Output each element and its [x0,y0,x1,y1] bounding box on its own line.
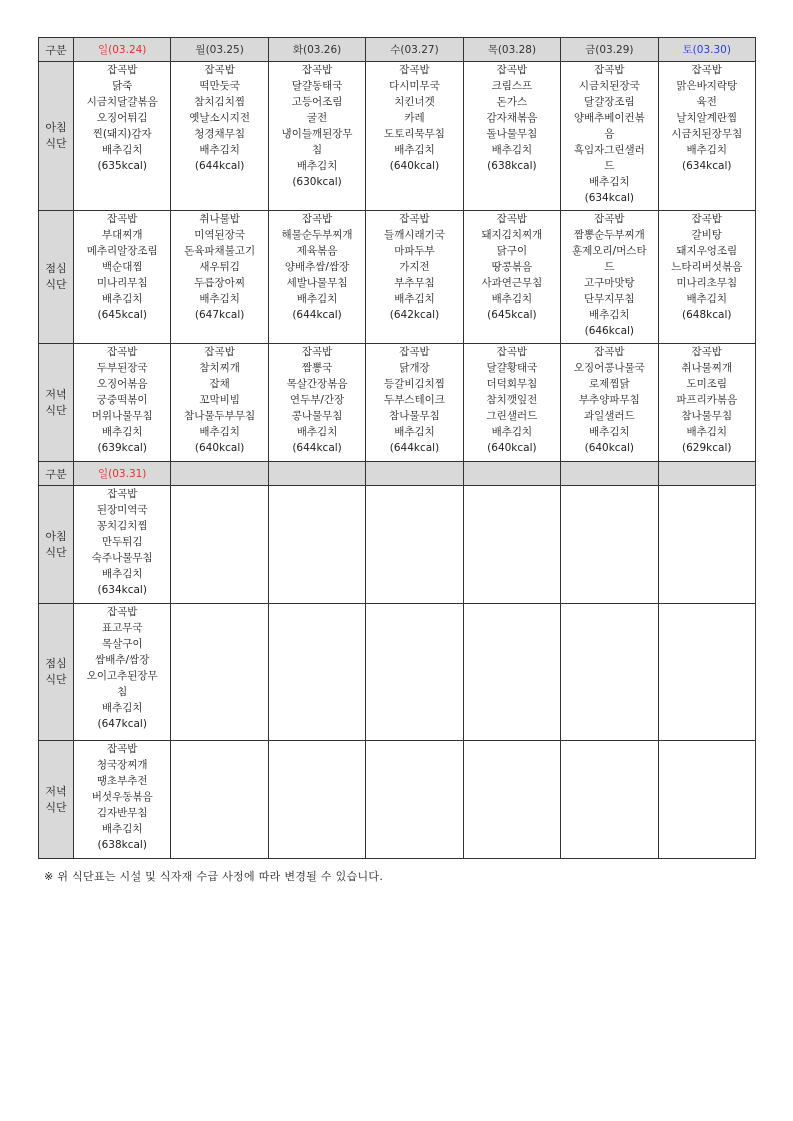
menu-cell [561,344,658,462]
menu-item: 굴전 [306,112,328,124]
menu-cell [561,486,658,604]
menu-item: 미나리초무침 [676,277,738,289]
header-label: 구분 [39,462,74,486]
menu-cell [74,62,171,211]
menu-item: 크림스프 [491,80,533,92]
menu-item: 잡곡밥 [301,64,333,76]
menu-item: (644kcal) [292,309,342,321]
menu-item: 잡곡밥 [106,213,138,225]
meal-label [39,604,74,741]
menu-item: 더덕회무침 [486,378,538,390]
meal-row [39,211,756,344]
menu-item: 돌나물무침 [486,128,538,140]
menu-item: 잡곡밥 [594,346,625,358]
menu-item: 잡곡밥 [691,213,722,225]
menu-item: 미역된장국 [194,229,245,241]
menu-item: 냉이들깨된장무 [281,128,353,140]
day-header [268,462,365,486]
menu-item: 달걀장조림 [583,96,635,108]
day-header-row [39,462,756,486]
meal-row [39,486,756,604]
menu-item: 단무지무침 [583,293,635,305]
menu-cell [658,486,755,604]
menu-item: 잡곡밥 [691,346,722,358]
menu-item: 배추김치 [101,426,143,438]
menu-item: 배추김치 [101,293,143,305]
day-header: 월(03.25) [171,38,268,62]
menu-item: (644kcal) [389,442,440,454]
day-header [366,462,463,486]
menu-item: 미나리무침 [96,277,148,289]
menu-item: 침 [117,686,128,698]
menu-cell [74,211,171,344]
menu-item: 숙주나물무침 [91,552,153,564]
menu-item: 두릅장아찌 [194,277,245,289]
menu-item: 잡곡밥 [496,213,528,225]
menu-item: 오징어튀김 [96,112,148,124]
meal-label-line: 저녁 [45,784,67,798]
menu-item: (634kcal) [584,192,635,204]
menu-cell [171,344,268,462]
menu-item: 부추무침 [394,277,435,289]
meal-label-line: 식단 [45,278,67,291]
menu-cell [171,211,268,344]
day-header: 금(03.29) [561,38,658,62]
menu-item: (638kcal) [97,839,147,851]
menu-item: 느타리버섯볶음 [671,261,743,273]
menu-item: 닭죽 [112,80,133,92]
menu-cell [268,211,365,344]
meal-label-line: 점심 [45,657,67,670]
menu-item: 참치찌개 [199,362,240,374]
meal-label-line: 식단 [45,545,67,559]
menu-item: 배추김치 [394,144,435,156]
menu-item: 시금치된장무침 [671,128,743,140]
menu-item: 쌈배추/쌈장 [95,654,150,666]
menu-item: 잡곡밥 [106,346,138,358]
meal-label-line: 아침 [45,529,67,543]
menu-cell [268,486,365,604]
weekly-meal-table [38,37,756,859]
day-header: 일(03.24) [74,38,171,62]
menu-item: 배추김치 [101,144,143,156]
meal-label [39,741,74,859]
menu-item: 배추김치 [589,176,630,188]
menu-item: 김자반무침 [96,807,148,819]
meal-label-line: 식단 [45,403,67,417]
menu-item: 땡초부추전 [96,775,148,787]
menu-item: 사과연근무침 [481,277,543,289]
menu-item: 돈육파채불고기 [184,245,256,257]
day-header: 수(03.27) [366,38,463,62]
menu-item: 잡곡밥 [301,346,333,358]
menu-cell [561,741,658,859]
menu-item: 치킨너겟 [394,96,435,108]
day-header [658,462,755,486]
menu-item: 메추리알장조림 [86,245,158,257]
menu-item: 오징어콩나물국 [573,362,645,374]
menu-item: 배추김치 [686,293,728,305]
menu-item: 오징어볶음 [96,378,148,390]
menu-item: 파프리카볶음 [676,394,738,406]
day-header: 목(03.28) [463,38,560,62]
menu-item: 배추김치 [101,823,143,835]
menu-item: (642kcal) [389,309,440,321]
menu-item: (647kcal) [97,718,147,730]
menu-item: (629kcal) [682,442,732,454]
menu-item: 배추김치 [686,144,728,156]
menu-cell [463,344,560,462]
menu-item: 육전 [696,96,717,108]
meal-row [39,741,756,859]
menu-item: 잡곡밥 [496,64,528,76]
menu-item: 잡곡밥 [399,346,430,358]
menu-item: 맑은바지락탕 [676,80,738,92]
menu-item: 배추김치 [491,144,533,156]
menu-item: 다시미무국 [389,80,440,92]
menu-item: 들깨시래기국 [384,229,445,241]
meal-label-line: 점심 [45,262,67,275]
menu-item: (634kcal) [97,584,147,596]
menu-item: 오이고추된장무 [86,670,158,682]
menu-item: 돈가스 [496,96,528,108]
menu-item: 제육볶음 [296,245,338,257]
menu-cell [658,344,755,462]
menu-item: 목살구이 [101,638,143,650]
menu-item: 훈제오리/머스타 [572,245,647,257]
menu-item: 배추김치 [686,426,728,438]
menu-cell [171,741,268,859]
menu-item: (630kcal) [292,176,342,188]
menu-item: 배추김치 [199,144,240,156]
menu-item: (640kcal) [487,442,537,454]
menu-item: 닭구이 [496,245,528,257]
menu-item: 돼지김치찌개 [481,229,543,241]
menu-item: (638kcal) [487,160,537,172]
menu-item: 짬뽕순두부찌개 [573,229,645,241]
menu-item: 갈비탕 [691,229,722,241]
menu-item: 잡곡밥 [106,488,138,500]
meal-row [39,344,756,462]
menu-item: 양배추베이컨볶 [573,112,645,124]
menu-item: 표고무국 [101,622,143,634]
day-header [561,462,658,486]
menu-cell [268,604,365,741]
menu-item: 궁중떡볶이 [96,394,148,406]
menu-cell [74,486,171,604]
menu-item: 양배추쌈/쌈장 [284,261,350,273]
menu-item: 참나물무침 [389,410,440,422]
meal-row [39,62,756,211]
menu-item: 잡곡밥 [204,346,235,358]
menu-item: 취나물밥 [199,213,240,225]
menu-item: 잡곡밥 [399,64,430,76]
menu-item: 찐(돼지)감자 [92,128,152,140]
menu-cell [463,486,560,604]
menu-item: (640kcal) [389,160,440,172]
menu-item: (640kcal) [584,442,635,454]
menu-cell [366,344,463,462]
menu-item: (647kcal) [194,309,245,321]
menu-item: 잡곡밥 [301,213,333,225]
menu-item: 세발나물무침 [286,277,348,289]
meal-row [39,604,756,741]
menu-item: 머위나물무침 [91,410,153,422]
meal-label [39,344,74,462]
menu-cell [268,62,365,211]
menu-cell [658,211,755,344]
menu-cell [561,211,658,344]
menu-item: (645kcal) [487,309,537,321]
meal-label-line: 아침 [45,121,67,134]
menu-item: 가지전 [399,261,430,273]
menu-item: 배추김치 [491,293,533,305]
menu-item: 배추김치 [589,309,630,321]
menu-cell [366,604,463,741]
menu-cell [561,62,658,211]
menu-item: 잡곡밥 [204,64,235,76]
menu-item: 배추김치 [101,702,143,714]
menu-item: (648kcal) [682,309,732,321]
menu-item: 흑임자그린샐러 [573,144,645,156]
menu-item: 땅콩볶음 [491,261,533,273]
menu-item: 배추김치 [296,293,338,305]
meal-label-line: 저녁 [45,387,67,401]
menu-item: 잡곡밥 [594,64,625,76]
menu-item: 떡만둣국 [199,80,240,92]
menu-item: (644kcal) [194,160,245,172]
menu-item: 만두튀김 [101,536,143,548]
menu-cell [463,62,560,211]
menu-item: 목살간장볶음 [286,378,348,390]
menu-item: 로제찜닭 [589,378,630,390]
menu-item: 침 [311,144,323,156]
menu-item: (644kcal) [292,442,342,454]
menu-item: 감자채볶음 [486,112,538,124]
menu-item: 짬뽕국 [301,362,333,374]
menu-item: 꽁치김치찜 [96,520,148,532]
menu-cell [74,604,171,741]
meal-label-line: 식단 [45,137,67,150]
menu-cell [658,741,755,859]
menu-cell [268,741,365,859]
menu-item: 카레 [404,112,425,124]
menu-item: 마파두부 [394,245,435,257]
menu-item: 날치알계란찜 [676,112,738,124]
day-header: 화(03.26) [268,38,365,62]
meal-label-line: 식단 [45,800,67,814]
menu-item: 드 [604,160,615,172]
menu-item: 배추김치 [199,293,240,305]
menu-item: 잡곡밥 [106,64,138,76]
meal-label [39,62,74,211]
menu-item: 잡곡밥 [106,606,138,618]
menu-item: 연두부/간장 [289,394,345,406]
menu-item: 부대찌개 [101,229,143,241]
menu-item: 도토리묵무침 [384,128,445,140]
menu-item: 참치깻잎전 [486,394,538,406]
menu-item: (639kcal) [97,442,147,454]
menu-item: 시금치달걀볶음 [86,96,158,108]
menu-item: 청경채무침 [194,128,245,140]
menu-cell [171,62,268,211]
menu-cell [366,741,463,859]
menu-item: (634kcal) [682,160,732,172]
menu-item: 잡곡밥 [399,213,430,225]
menu-cell [463,604,560,741]
menu-cell [463,211,560,344]
menu-cell [658,604,755,741]
menu-cell [74,344,171,462]
menu-item: 달걀동태국 [291,80,343,92]
menu-item: 배추김치 [296,160,338,172]
menu-item: 시금치된장국 [578,80,640,92]
menu-item: 새우튀김 [199,261,240,273]
menu-cell [171,604,268,741]
menu-item: 배추김치 [589,426,630,438]
menu-item: 등갈비김치찜 [384,378,445,390]
menu-item: (645kcal) [97,309,147,321]
menu-item: 두부스테이크 [384,394,445,406]
menu-item: 배추김치 [101,568,143,580]
footnote: ※ 위 식단표는 시설 및 식자재 수급 사정에 따라 변경될 수 있습니다. [44,870,384,883]
menu-item: 잡곡밥 [691,64,722,76]
menu-cell [366,486,463,604]
menu-item: 참나물무침 [681,410,733,422]
menu-item: 참치김치찜 [194,96,245,108]
menu-item: 청국장찌개 [96,759,148,771]
menu-item: 배추김치 [491,426,533,438]
menu-item: (635kcal) [97,160,147,172]
menu-item: (646kcal) [584,325,635,337]
menu-item: 버섯우동볶음 [91,791,153,803]
header-label: 구분 [39,38,74,62]
menu-item: 배추김치 [394,293,435,305]
menu-item: 돼지우엉조림 [676,245,738,257]
menu-item: 부추양파무침 [578,394,640,406]
day-header-row [39,38,756,62]
day-header: 토(03.30) [658,38,755,62]
menu-item: 고등어조림 [291,96,343,108]
day-header: 일(03.31) [74,462,171,486]
menu-item: 그린샐러드 [486,410,538,422]
menu-item: 옛날소시지전 [189,112,251,124]
meal-label [39,211,74,344]
day-header [171,462,268,486]
menu-cell [658,62,755,211]
menu-item: 음 [604,128,615,140]
menu-cell [366,62,463,211]
menu-item: 참나물두부무침 [184,410,256,422]
menu-item: 배추김치 [296,426,338,438]
menu-item: 달걀황태국 [486,362,538,374]
menu-item: 해물순두부찌개 [281,229,353,241]
menu-item: 과일샐러드 [583,410,635,422]
menu-item: 닭개장 [399,362,430,374]
menu-cell [366,211,463,344]
day-header [463,462,560,486]
meal-label-line: 식단 [45,673,67,686]
menu-item: 고구마맛탕 [583,277,635,289]
menu-item: 백순대찜 [101,261,143,273]
menu-item: 도미조림 [686,378,728,390]
menu-item: 취나물찌개 [681,362,733,374]
menu-item: 잡곡밥 [106,743,138,755]
menu-item: 드 [604,261,615,273]
menu-item: 배추김치 [394,426,435,438]
menu-item: 꼬막비빔 [199,394,240,406]
menu-cell [268,344,365,462]
menu-item: 콩나물무침 [291,410,343,422]
meal-label [39,486,74,604]
menu-cell [463,741,560,859]
menu-cell [171,486,268,604]
menu-item: 된장미역국 [96,504,148,516]
menu-item: 잡곡밥 [496,346,528,358]
menu-cell [561,604,658,741]
menu-item: 배추김치 [199,426,240,438]
menu-item: 두부된장국 [96,362,148,374]
menu-item: 잡채 [209,378,230,390]
menu-item: 잡곡밥 [594,213,625,225]
menu-cell [74,741,171,859]
menu-item: (640kcal) [194,442,245,454]
